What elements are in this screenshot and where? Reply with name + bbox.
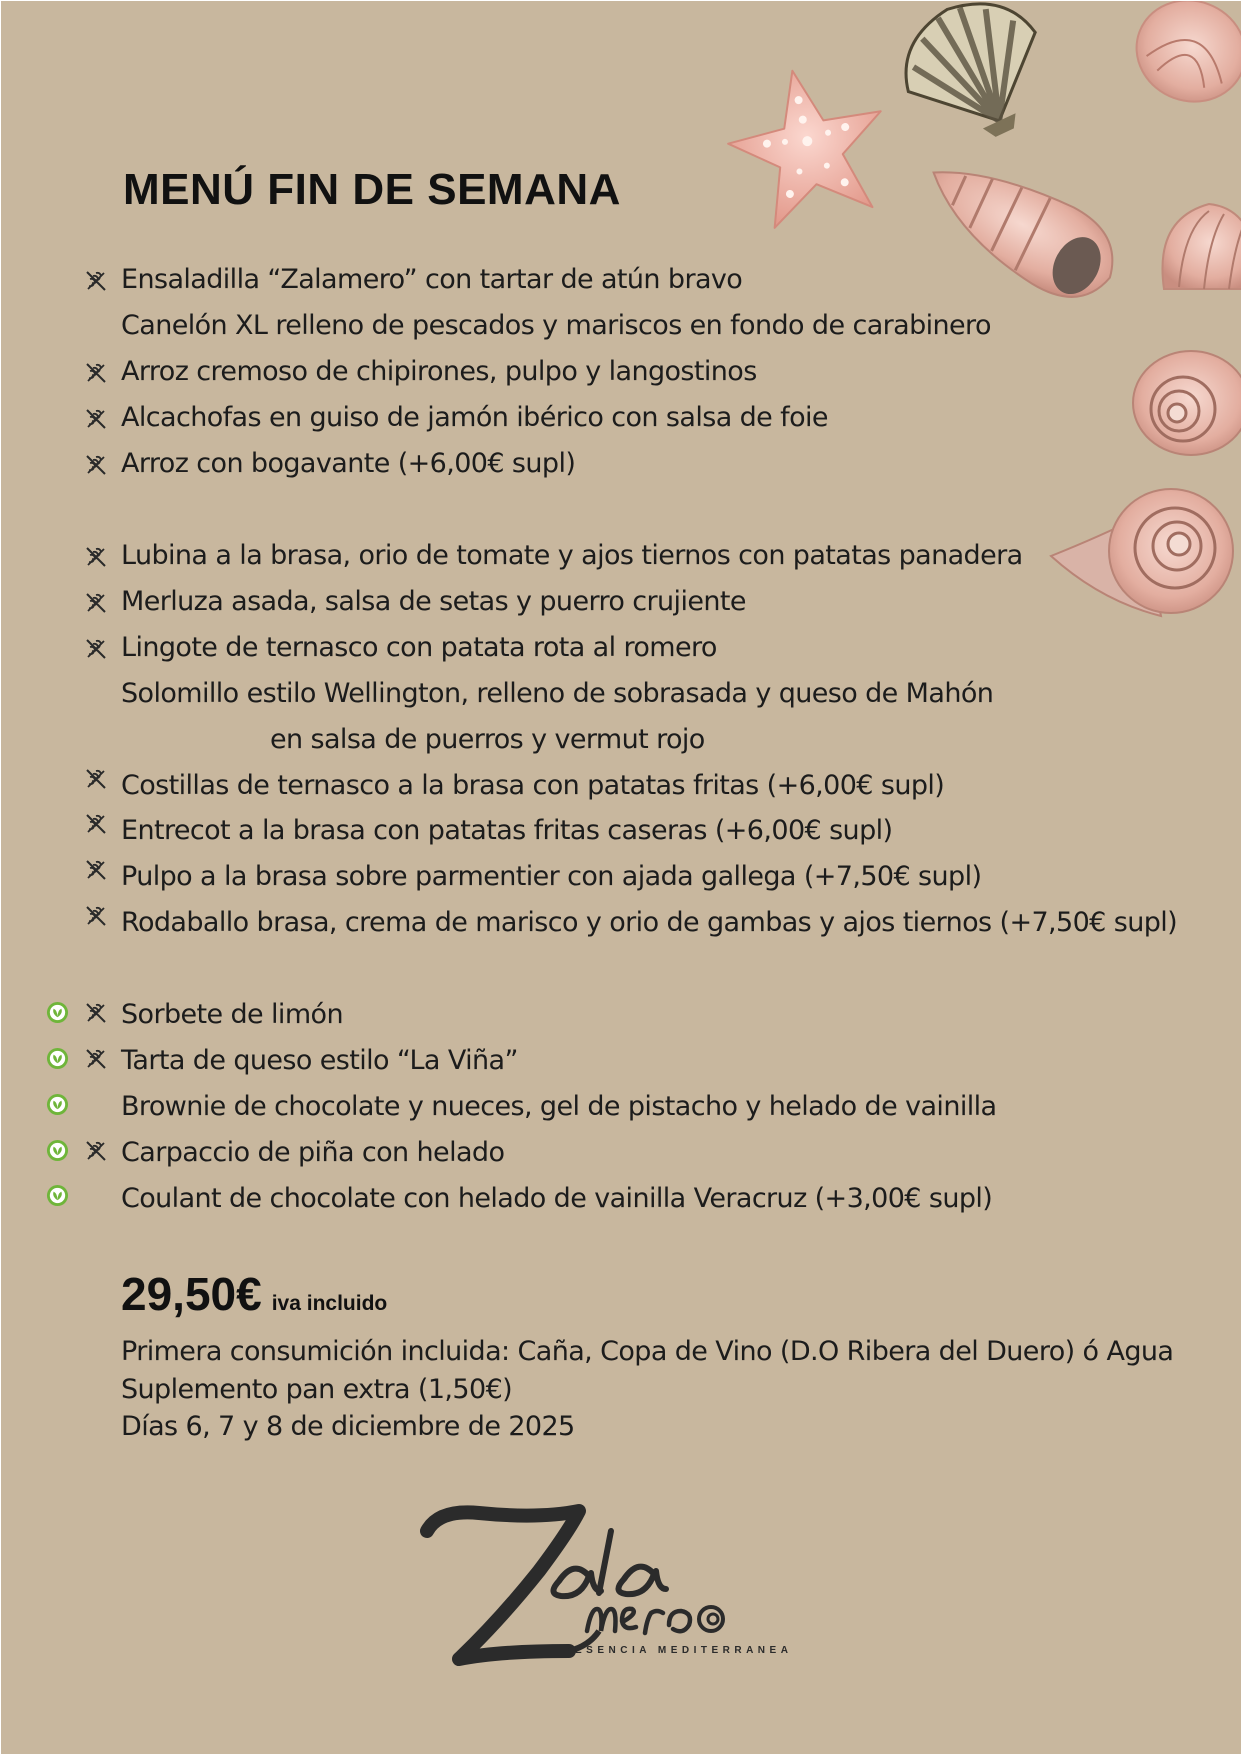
menu-item: Sorbete de limón: [121, 999, 343, 1030]
menu-item: Coulant de chocolate con helado de vainilla Veracruz (+3,00€ supl): [121, 1183, 993, 1214]
clam-shell-icon: [1122, 1, 1241, 117]
menu-item: Canelón XL relleno de pescados y mariscos en fondo de carabinero: [121, 310, 991, 341]
nautilus-shell-icon: [1051, 489, 1233, 616]
menu-item: Arroz con bogavante (+6,00€ supl): [121, 448, 576, 479]
menu-item: Lingote de ternasco con patata rota al romero: [121, 632, 717, 663]
menu-item: Entrecot a la brasa con patatas fritas caseras (+6,00€ supl): [121, 815, 893, 846]
menu-item: Alcachofas en guiso de jamón ibérico con salsa de foie: [121, 402, 828, 433]
wheat-crossed-icon: [84, 269, 108, 293]
menu-item: Carpaccio de piña con helado: [121, 1137, 505, 1168]
wheat-crossed-icon: [84, 767, 108, 791]
leaf-icon: [46, 1093, 69, 1116]
menu-item: Tarta de queso estilo “La Viña”: [121, 1045, 518, 1076]
bread-info: Suplemento pan extra (1,50€): [121, 1374, 513, 1405]
price-note: iva incluido: [271, 1292, 388, 1315]
leaf-icon: [46, 1139, 69, 1162]
menu-page: [1, 1, 1241, 1754]
menu-item: Brownie de chocolate y nueces, gel de pistacho y helado de vainilla: [121, 1091, 997, 1122]
price-block: [121, 1267, 387, 1321]
wheat-crossed-icon: [84, 407, 108, 431]
wheat-crossed-icon: [84, 1047, 108, 1071]
logo-tagline: ESENCIA MEDITERRANEA: [575, 1645, 793, 1656]
menu-item-continuation: en salsa de puerros y vermut rojo: [270, 724, 705, 755]
wheat-crossed-icon: [84, 361, 108, 385]
drink-info: Primera consumición incluida: Caña, Copa de Vino (D.O Ribera del Duero) ó Agua: [121, 1336, 1174, 1367]
menu-item: Arroz cremoso de chipirones, pulpo y langostinos: [121, 356, 757, 387]
menu-item: Rodaballo brasa, crema de marisco y orio de gambas y ajos tiernos (+7,50€ supl): [121, 907, 1178, 938]
leaf-icon: [46, 1047, 69, 1070]
wheat-crossed-icon: [84, 812, 108, 836]
price-amount: 29,50€: [121, 1268, 262, 1320]
wheat-crossed-icon: [84, 1001, 108, 1025]
spiral-shell-icon: [1133, 351, 1241, 455]
starfish-icon: [716, 55, 900, 234]
conch-shell-icon: [909, 142, 1131, 315]
menu-item: Pulpo a la brasa sobre parmentier con ajada gallega (+7,50€ supl): [121, 861, 982, 892]
dates-info: Días 6, 7 y 8 de diciembre de 2025: [121, 1411, 575, 1442]
leaf-icon: [46, 1001, 69, 1024]
cockle-shell-icon: [1162, 204, 1241, 289]
menu-item: Costillas de ternasco a la brasa con patatas fritas (+6,00€ supl): [121, 770, 945, 801]
wheat-crossed-icon: [84, 591, 108, 615]
scallop-shell-icon: [884, 1, 1068, 162]
menu-title: MENÚ FIN DE SEMANA: [123, 165, 621, 214]
menu-item: Solomillo estilo Wellington, relleno de sobrasada y queso de Mahón: [121, 678, 994, 709]
wheat-crossed-icon: [84, 858, 108, 882]
wheat-crossed-icon: [84, 637, 108, 661]
leaf-icon: [46, 1184, 69, 1207]
menu-item: Lubina a la brasa, orio de tomate y ajos tiernos con patatas panadera: [121, 540, 1023, 571]
wheat-crossed-icon: [84, 453, 108, 477]
wheat-crossed-icon: [84, 1139, 108, 1163]
wheat-crossed-icon: [84, 904, 108, 928]
menu-item: Merluza asada, salsa de setas y puerro crujiente: [121, 586, 746, 617]
menu-item: Ensaladilla “Zalamero” con tartar de atún bravo: [121, 264, 743, 295]
wheat-crossed-icon: [84, 545, 108, 569]
